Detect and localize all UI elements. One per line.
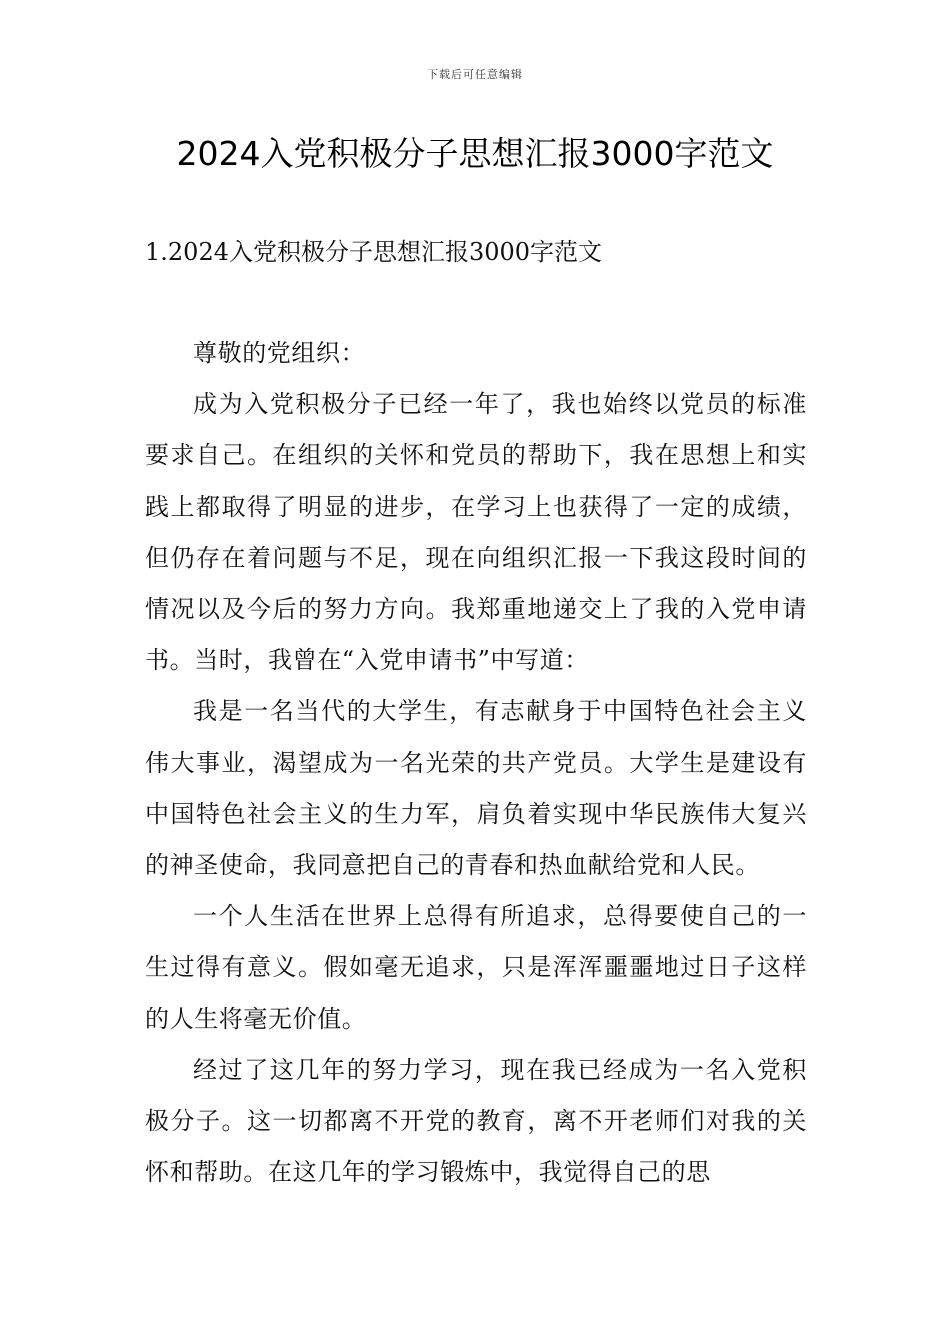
paragraph-salutation: 尊敬的党组织： [193, 339, 366, 367]
document-body [145, 328, 807, 1198]
paragraph: 成为入党积极分子已经一年了，我也始终以党员的标准要求自己。在组织的关怀和党员的帮助下，我在思想上和实践上都取得了明显的进步，在学习上也获得了一定的成绩，但仍存在着问题与不足，现在向组织汇报一下我这段时间的情况以及今后的努力方向。我郑重地递交上了我的入党申请书。当时，我曾在“入党申请书”中写道： [145, 390, 807, 675]
document-title: 2024入党积极分子思想汇报3000字范文 [176, 134, 774, 173]
paragraph: 一个人生活在世界上总得有所追求，总得要使自己的一生过得有意义。假如毫无追求，只是浑浑噩噩地过日子这样的人生将毫无价值。 [145, 902, 807, 1033]
header-note: 下载后可任意编辑 [427, 68, 523, 81]
section-heading: 1.2024入党积极分子思想汇报3000字范文 [145, 238, 603, 266]
paragraph: 经过了这几年的努力学习，现在我已经成为一名入党积极分子。这一切都离不开党的教育，离不开老师们对我的关怀和帮助。在这几年的学习锻炼中，我觉得自己的思 [145, 1055, 807, 1187]
paragraph: 我是一名当代的大学生，有志献身于中国特色社会主义伟大事业，渴望成为一名光荣的共产党员。大学生是建设有中国特色社会主义的生力军，肩负着实现中华民族伟大复兴的神圣使命，我同意把自己的青春和热血献给党和人民。 [145, 697, 807, 880]
